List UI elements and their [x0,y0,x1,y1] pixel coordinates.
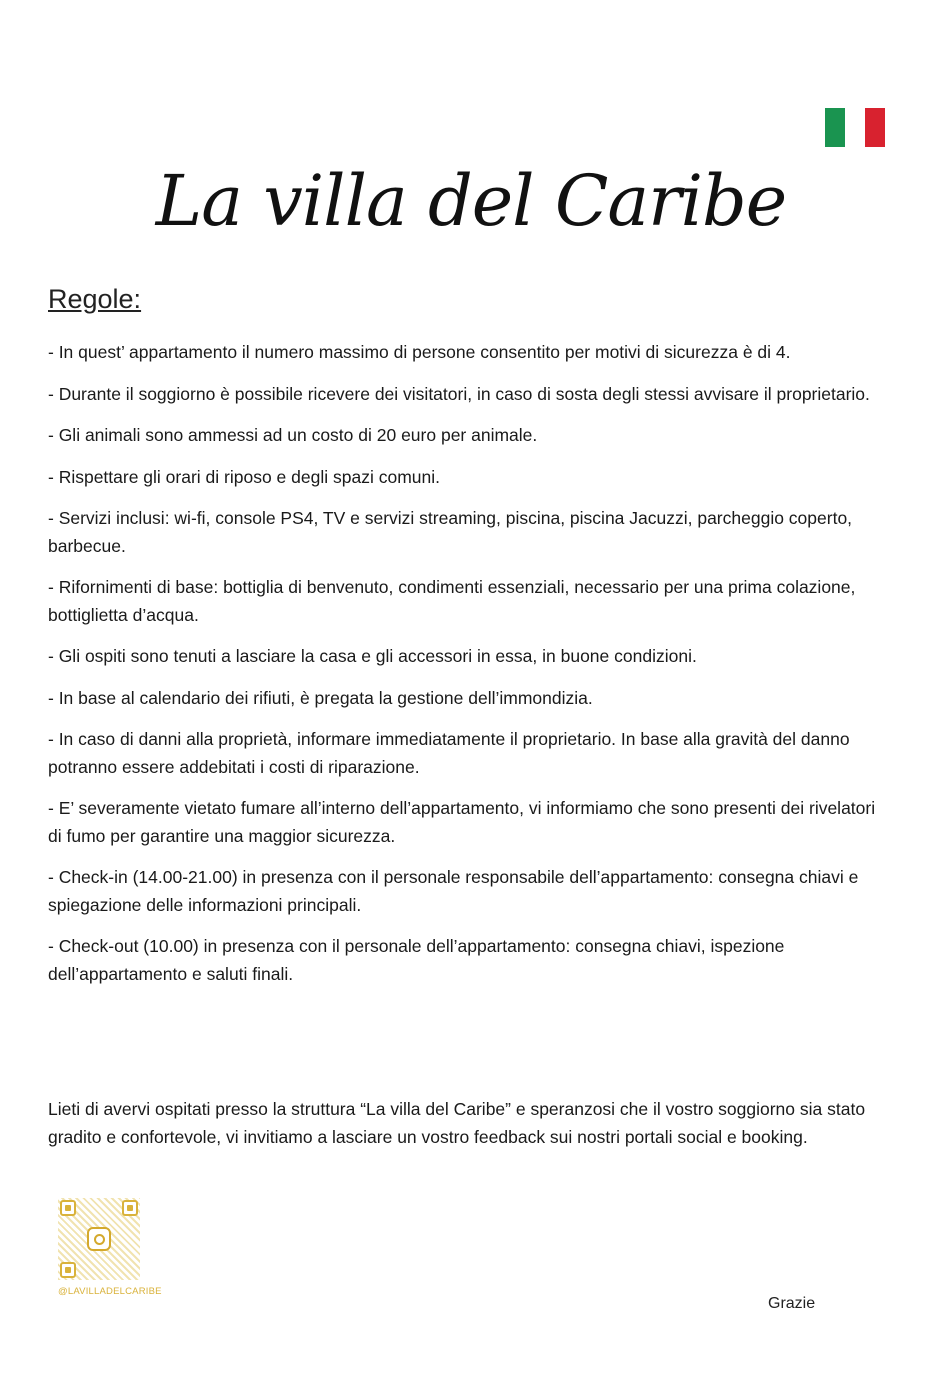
qr-finder-icon [60,1262,76,1278]
rule-item: - Servizi inclusi: wi-fi, console PS4, TV e servizi streaming, piscina, piscina Jacuzzi, parcheggio coperto, barbecue. [48,508,853,556]
flag-green-stripe [825,108,845,147]
instagram-handle: @LAVILLADELCARIBE [58,1286,162,1297]
instagram-icon [87,1227,111,1251]
signoff: Grazie [768,1295,816,1312]
closing-paragraph: Lieti di avervi ospitati presso la struttura “La villa del Caribe” e speranzosi che il vostro soggiorno sia stato gradito e confortevole, vi invitiamo a lasciare un vostro feedback sui nostri portali social e booking. [48,1099,866,1147]
rule-item: - Gli ospiti sono tenuti a lasciare la casa e gli accessori in essa, in buone condizioni. [48,646,697,666]
rule-item: - Rispettare gli orari di riposo e degli spazi comuni. [48,466,440,487]
rule-item: - In base al calendario dei rifiuti, è pregata la gestione dell’immondizia. [48,687,593,708]
rule-item: - In caso di danni alla proprietà, informare immediatamente il proprietario. In base alla gravità del danno potranno essere addebitati i costi di riparazione. [48,729,850,777]
rule-item: - Check-out (10.00) in presenza con il personale dell’appartamento: consegna chiavi, ispezione dell’appartamento e saluti finali. [48,936,785,984]
flag-white-stripe [845,108,865,147]
instagram-qr-code [58,1198,140,1280]
document-title: La villa del Caribe [155,160,787,242]
rule-item: - Check-in (14.00-21.00) in presenza con il personale responsabile dell’appartamento: consegna chiavi e spiegazione delle informazioni principali. [48,867,859,915]
rule-item: - Gli animali sono ammessi ad un costo di 20 euro per animale. [48,425,538,445]
rule-item: - Durante il soggiorno è possibile ricevere dei visitatori, in caso di sosta degli stessi avvisare il proprietario. [48,383,870,404]
rule-item: - In quest’ appartamento il numero massimo di persone consentito per motivi di sicurezza è di 4. [48,342,791,362]
flag-red-stripe [865,108,885,147]
qr-finder-icon [60,1200,76,1216]
rules-heading: Regole: [48,284,142,314]
rule-item: - E’ severamente vietato fumare all’interno dell’appartamento, vi informiamo che sono presenti dei rivelatori di fumo per garantire una maggior sicurezza. [48,798,876,846]
rule-item: - Rifornimenti di base: bottiglia di benvenuto, condimenti essenziali, necessario per una prima colazione, bottiglietta d’acqua. [48,577,856,625]
qr-finder-icon [122,1200,138,1216]
rules-list [48,339,893,1002]
italian-flag-icon [825,108,885,147]
